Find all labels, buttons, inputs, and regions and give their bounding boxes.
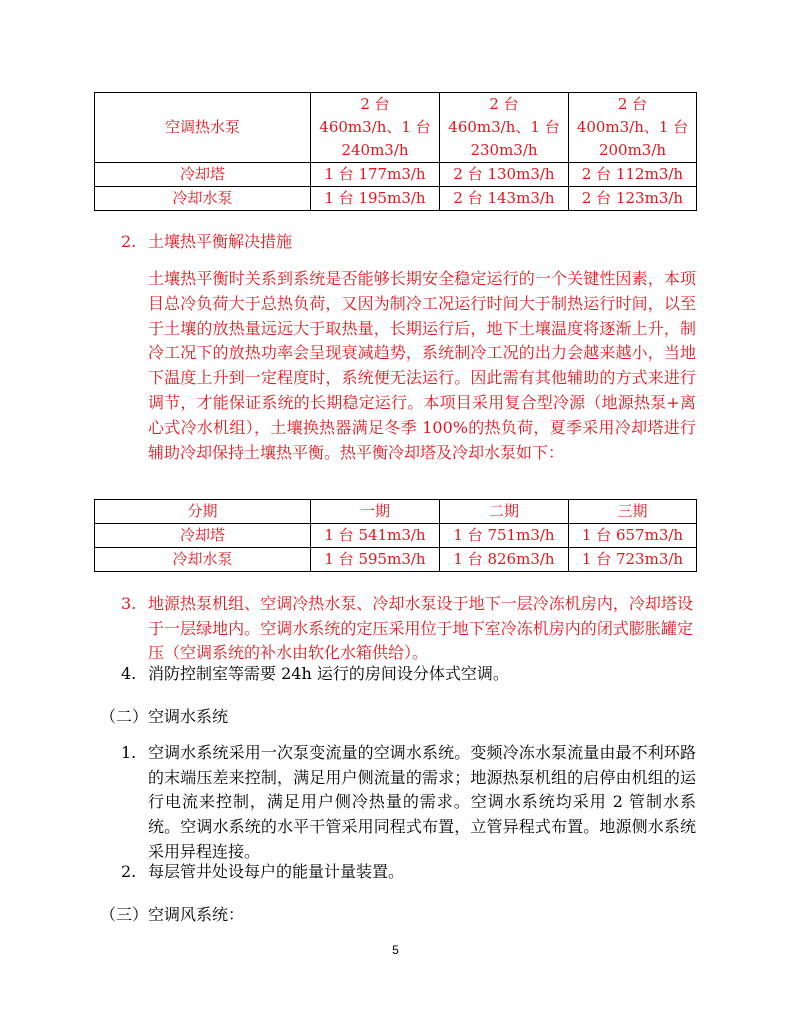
table-row: [95, 187, 697, 211]
pump-capacity-table: [94, 92, 697, 211]
table-header-row: [95, 500, 697, 524]
table-cell: 空调热水泵: [95, 93, 311, 163]
list-item-text: 每层管井处设每户的能量计量装置。: [148, 862, 405, 881]
table-cell: 1 台 195m3/h: [311, 187, 440, 211]
table-cell: 2 台 130m3/h: [440, 163, 569, 187]
list-number: 4.: [121, 664, 137, 683]
table-row: [95, 548, 697, 572]
table-cell: 冷却水泵: [95, 548, 311, 572]
table-row: [95, 93, 697, 163]
table-cell: 冷却塔: [95, 163, 311, 187]
table-cell: 1 台 177m3/h: [311, 163, 440, 187]
table-header-cell: 三期: [569, 500, 697, 524]
table-cell: 1 台 595m3/h: [311, 548, 440, 572]
section-heading: （三）空调风系统：: [100, 905, 245, 924]
heat-balance-table: [94, 499, 697, 572]
table-row: [95, 524, 697, 548]
table-cell: 1 台 541m3/h: [311, 524, 440, 548]
table-header-cell: 一期: [311, 500, 440, 524]
list-item-text: 空调水系统采用一次泵变流量的空调水系统。变频冷冻水泵流量由最不利环路的末端压差来控制，满足用户侧流量的需求；地源热泵机组的启停由机组的运行电流来控制，满足用户侧冷热量的需求。空调水系统均采用 2 管制水系统。空调水系统的水平干管采用同程式布置，立管异程式布置。地源侧水系统采用异程连接。: [148, 743, 696, 861]
list-item-text: 地源热泵机组、空调冷热水泵、冷却水泵设于地下一层冷冻机房内，冷却塔设于一层绿地内。空调水系统的定压采用位于地下室冷冻机房内的闭式膨胀罐定压（空调系统的补水由软化水箱供给）。: [148, 594, 693, 663]
table-cell: 1 台 657m3/h: [569, 524, 697, 548]
table-cell: 2 台 460m3/h、1 台 240m3/h: [311, 93, 440, 163]
table-cell: 1 台 723m3/h: [569, 548, 697, 572]
table-cell: 2 台 143m3/h: [440, 187, 569, 211]
list-number: 3.: [121, 594, 137, 613]
section-heading: 土壤热平衡解决措施: [148, 232, 293, 251]
table-cell: 2 台 112m3/h: [569, 163, 697, 187]
table-header-cell: 二期: [440, 500, 569, 524]
section-heading: （二）空调水系统: [100, 707, 229, 726]
table-cell: 2 台 400m3/h、1 台 200m3/h: [569, 93, 697, 163]
body-paragraph: 土壤热平衡时关系到系统是否能够长期安全稳定运行的一个关键性因素，本项目总冷负荷大于总热负荷，又因为制冷工况运行时间大于制热运行时间，以至于土壤的放热量远远大于取热量，长期运行后，地下土壤温度将逐渐上升，制冷工况下的放热功率会呈现衰减趋势，系统制冷工况的出力会越来越小，当地下温度上升到一定程度时，系统便无法运行。因此需有其他辅助的方式来进行调节，才能保证系统的长期稳定运行。本项目采用复合型冷源（地源热泵+离心式冷水机组），土壤换热器满足冬季 100%的热负荷，夏季采用冷却塔进行辅助冷却保持土壤热平衡。热平衡冷却塔及冷却水泵如下：: [148, 269, 696, 462]
list-number: 2.: [121, 862, 137, 881]
table-cell: 冷却塔: [95, 524, 311, 548]
table-cell: 2 台 123m3/h: [569, 187, 697, 211]
table-header-cell: 分期: [95, 500, 311, 524]
table-row: [95, 163, 697, 187]
list-number: 2.: [121, 232, 137, 251]
list-item-text: 消防控制室等需要 24h 运行的房间设分体式空调。: [148, 664, 509, 683]
table-cell: 1 台 751m3/h: [440, 524, 569, 548]
table-cell: 冷却水泵: [95, 187, 311, 211]
page-number: 5: [392, 943, 399, 957]
list-number: 1.: [121, 743, 137, 762]
table-cell: 2 台 460m3/h、1 台 230m3/h: [440, 93, 569, 163]
table-cell: 1 台 826m3/h: [440, 548, 569, 572]
